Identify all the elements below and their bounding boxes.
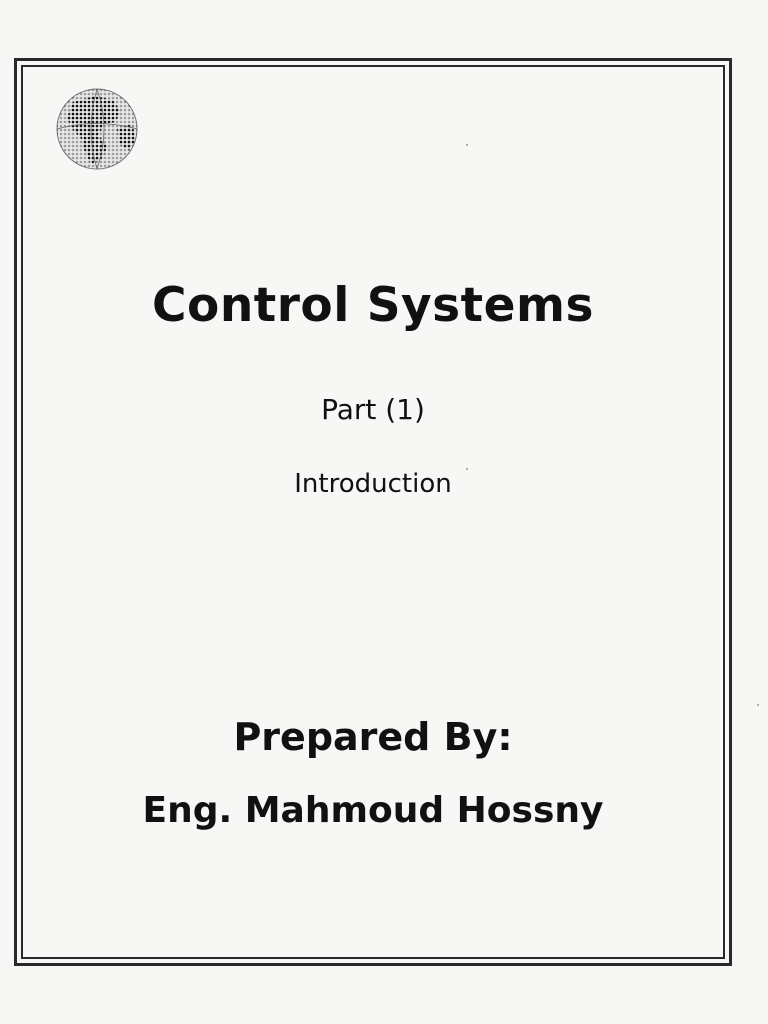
document-part: Part (1) xyxy=(321,393,425,426)
document-section: Introduction xyxy=(294,469,452,499)
scan-speck xyxy=(466,468,468,470)
scan-speck xyxy=(757,704,759,706)
document-title: Control Systems xyxy=(152,278,594,333)
author-name: Eng. Mahmoud Hossny xyxy=(142,790,604,831)
prepared-by-label: Prepared By: xyxy=(233,715,513,759)
globe-icon xyxy=(55,88,139,172)
scan-speck xyxy=(466,144,468,146)
university-logo xyxy=(55,88,305,176)
